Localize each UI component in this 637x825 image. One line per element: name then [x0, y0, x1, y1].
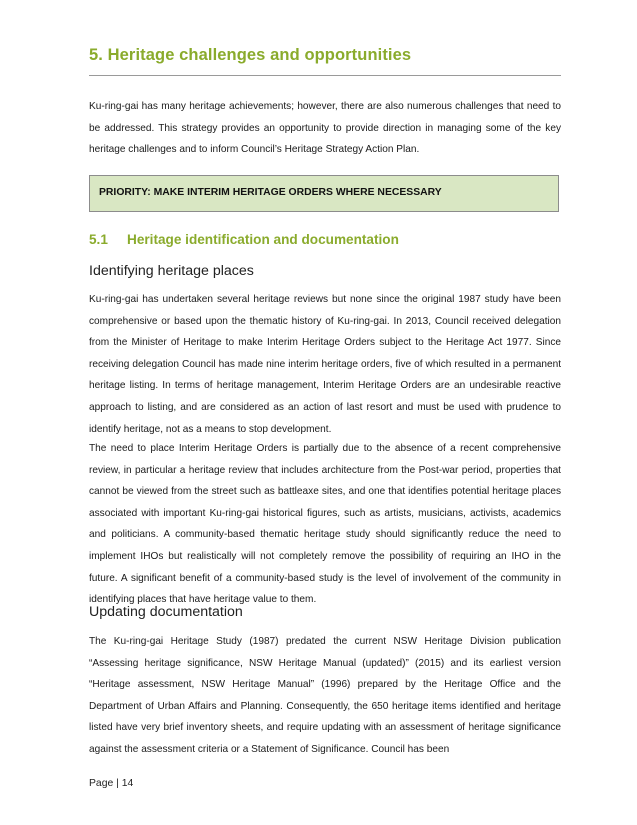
priority-callout	[89, 175, 559, 212]
updating-paragraph-1: The Ku-ring-gai Heritage Study (1987) predated the current NSW Heritage Division publication “Assessing heritage significance, NSW Heritage Manual (updated)” (2015) and its earliest version “Heritage assessment, NSW Heritage Manual” (1996) prepared by the Heritage Office and the Department of Urban Affairs and Planning. Consequently, the 650 heritage items identified and heritage listed have very brief inventory sheets, and require updating with an assessment of heritage significance against the assessment criteria or a Statement of Significance. Council has been	[89, 636, 561, 755]
chapter-title: 5. Heritage challenges and opportunities	[89, 46, 412, 64]
title-divider	[89, 75, 561, 76]
subheading-updating-documentation: Updating documentation	[89, 604, 243, 620]
intro-paragraph: Ku-ring-gai has many heritage achievements; however, there are also numerous challenges that need to be addressed. This strategy provides an opportunity to provide direction in managing some of the key heritage challenges and to inform Council’s Heritage Strategy Action Plan.	[89, 101, 561, 156]
identifying-paragraph-1: Ku-ring-gai has undertaken several heritage reviews but none since the original 1987 study have been comprehensive or based upon the thematic history of Ku-ring-gai. In 2013, Council received delegation from the Minister of Heritage to make Interim Heritage Orders subject to the Heritage Act 1977. Since receiving delegation Council has made nine interim heritage orders, five of which resulted in a permanent heritage listing. In terms of heritage management, Interim Heritage Orders are an undesirable reactive approach to listing, and are considered as an action of last resort and must be used with prudence to identify heritage, not as a means to stop development.	[89, 294, 561, 435]
section-heading	[89, 232, 399, 247]
section-number: 5.1	[89, 232, 108, 247]
page-number: Page | 14	[89, 778, 134, 789]
identifying-paragraph-2: The need to place Interim Heritage Orders is partially due to the absence of a recent comprehensive review, in particular a heritage review that includes architecture from the Post-war period, properties that cannot be viewed from the street such as battleaxe sites, and one that identifies potential heritage places associated with important Ku-ring-gai historical figures, such as artists, musicians, activists, academics and politicians. A community-based thematic heritage study should significantly reduce the need to implement IHOs but realistically will not completely remove the possibility of requiring an IHO in the future. A significant benefit of a community-based study is the level of involvement of the community in identifying places that have heritage value to them.	[89, 443, 561, 606]
priority-text: PRIORITY: MAKE INTERIM HERITAGE ORDERS WHERE NECESSARY	[99, 187, 442, 198]
section-title: Heritage identification and documentation	[127, 232, 399, 247]
subheading-identifying-heritage-places: Identifying heritage places	[89, 263, 254, 279]
